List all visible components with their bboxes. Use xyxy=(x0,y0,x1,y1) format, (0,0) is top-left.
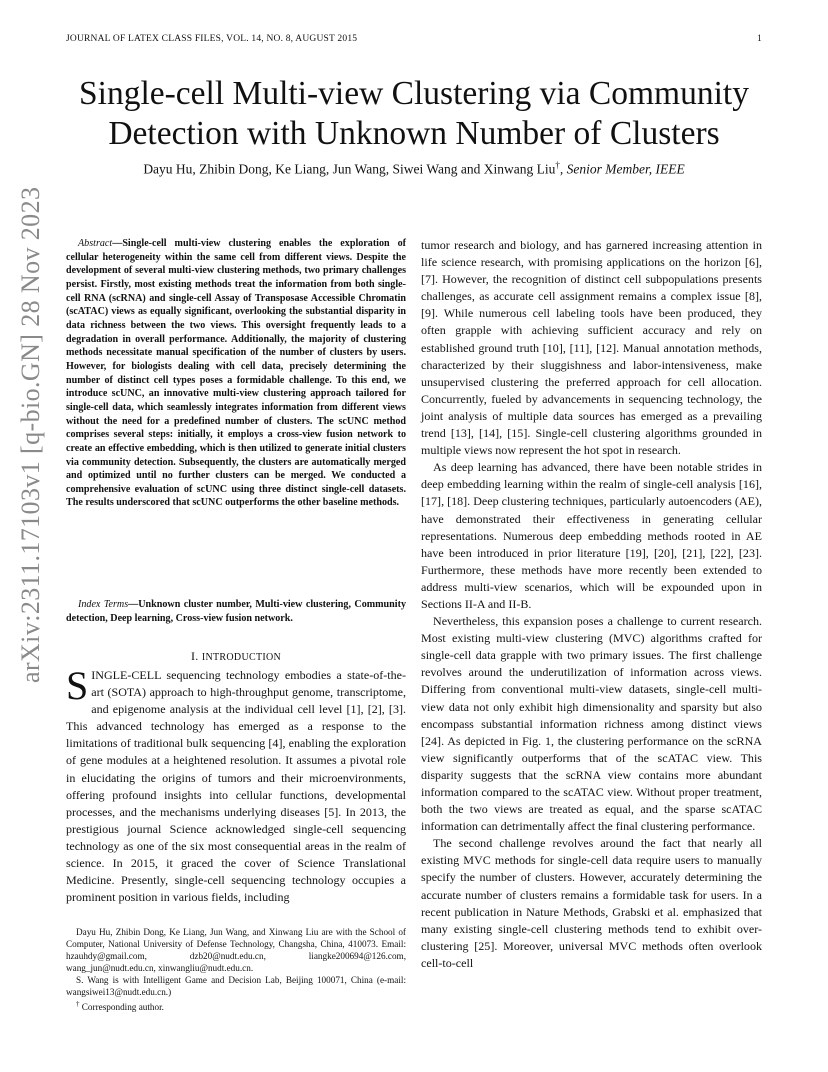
abstract xyxy=(66,237,406,510)
footnote-dagger: † xyxy=(76,1000,80,1009)
index-terms-text: Unknown cluster number, Multi-view clustering, Community detection, Deep learning, Cross-view fusion network. xyxy=(66,599,406,624)
index-terms-label: Index Terms xyxy=(78,599,129,610)
footnote-wang: S. Wang is with Intelligent Game and Decision Lab, Beijing 100071, China (e-mail: wangsiwei13@nudt.edu.cn.) xyxy=(66,975,406,998)
intro-right-column xyxy=(421,237,762,972)
body-paragraph-4: The second challenge revolves around the fact that nearly all existing MVC methods for single-cell data require users to manually specify the number of clusters. However, accurately determining the accurate number of clusters remains a formidable task for users. In a recent publication in Nature Methods, Grabski et al. emphasized that many existing single-cell clustering methods tend to exhibit over-clustering [25]. Moreover, universal MVC methods often overlook cell-to-cell xyxy=(421,836,762,970)
body-paragraph-2: As deep learning has advanced, there have been notable strides in deep embedding learning within the realm of single-cell analysis [16], [17], [18]. Deep clustering techniques, particularly autoencoders (AE), have demonstrated their effectiveness in generating cellular representations. Numerous deep embedding methods rooted in AE have been introduced in prior literature [19], [20], [21], [22], [23]. Furthermore, these methods have more recently been extended to address multi-view scenarios, which will be expounded upon in Sections II-A and II-B. xyxy=(421,460,762,611)
author-role: , Senior Member, IEEE xyxy=(559,161,685,177)
author-names: Dayu Hu, Zhibin Dong, Ke Liang, Jun Wang, Siwei Wang and Xinwang Liu xyxy=(143,161,556,177)
arxiv-identifier: arXiv:2311.17103v1 [q-bio.GN] 28 Nov 2023 xyxy=(16,186,45,683)
intro-left-column xyxy=(66,663,406,906)
footnotes xyxy=(66,926,406,1013)
intro-paragraph xyxy=(66,663,406,906)
section-title: INTRODUCTION xyxy=(201,652,282,663)
body-paragraph-1: tumor research and biology, and has garnered increasing attention in life science research, with promising applications on the horizon [6], [7]. However, the recognition of distinct cell subpopulations presents challenges, as accurate cell assignment remains a complex issue [8], [9]. While numerous cell labeling tools have been produced, they often grapple with achieving sufficient accuracy and rely on established ground truth [10], [11], [12]. Manual annotation methods, characterized by their sluggishness and labor-intensiveness, make unsupervised clustering the preferred approach for cell allocation. Concurrently, fueled by advancements in sequencing technology, the joint analysis of multiple data sources has emerged as a prevailing trend [13], [14], [15]. Single-cell clustering algorithms grounded in multiple views now represent the hot spot in research. xyxy=(421,238,762,458)
abstract-dash: — xyxy=(112,238,123,249)
running-header: JOURNAL OF LATEX CLASS FILES, VOL. 14, NO. 8, AUGUST 2015 xyxy=(66,34,358,44)
section-heading xyxy=(66,649,406,664)
footnote-affiliation: Dayu Hu, Zhibin Dong, Ke Liang, Jun Wang, and Xinwang Liu are with the School of Computer, National University of Defense Technology, Changsha, China, 410073. Email: hzauhdy@gmail.com, dzb20@nudt.edu.cn, liangke200694@126.com, wang_jun@nudt.edu.cn, xinwangliu@nudt.edu.cn. xyxy=(66,927,406,974)
section-number: I. xyxy=(190,649,202,663)
drop-cap: S xyxy=(66,663,89,708)
abstract-label: Abstract xyxy=(78,238,113,249)
page-number: 1 xyxy=(757,34,762,44)
index-terms xyxy=(66,598,406,625)
intro-text: INGLE-CELL sequencing technology embodies a state-of-the-art (SOTA) approach to high-throughput genome, transcriptome, and epigenome analysis at the individual cell level [1], [2], [3]. This advanced technology has emerged as a response to the limitations of traditional bulk sequencing [4], enabling the exploration of gene modules at a heightened resolution. It assumes a pivotal role in elucidating the origins of tumors and their microenvironments, offering profound insights into cellular functions, developmental processes, and the mechanisms underlying diseases [5]. In 2013, the prestigious journal Science acknowledged single-cell sequencing technology as one of the six most consequential areas in the realm of science. In 2015, it graced the cover of Science Translational Medicine. Presently, single-cell sequencing technology occupies a prominent position in various fields, including xyxy=(66,668,406,905)
paper-title: Single-cell Multi-view Clustering via Community Detection with Unknown Number of Clusters xyxy=(79,75,749,152)
footnote-corresponding-text: Corresponding author. xyxy=(79,1002,164,1013)
author-line xyxy=(60,160,768,178)
dagger-mark: † xyxy=(555,160,560,170)
footnote-corresponding xyxy=(66,998,406,1013)
index-terms-dash: — xyxy=(128,599,139,610)
abstract-text: Single-cell multi-view clustering enables the exploration of cellular heterogeneity within the same cell from different views. Despite the development of several multi-view clustering methods, two primary challenges persist. Firstly, most existing methods treat the information from both single-cell RNA (scRNA) and single-cell Assay of Transposase Accessible Chromatin (scATAC) views as equally significant, overlooking the substantial disparity in data richness between the two views. This oversight frequently leads to a degradation in overall performance. Additionally, the majority of clustering methods necessitate manual specification of the number of clusters by users. However, for biologists dealing with cell data, precisely determining the number of distinct cell types poses a formidable challenge. To this end, we introduce scUNC, an innovative multi-view clustering approach tailored for single-cell data, which seamlessly integrates information from different views without the need for a predefined number of clusters. The scUNC method comprises several steps: initially, it employs a cross-view fusion network to create an effective embedding, which is then utilized to generate initial clusters via community detection. Subsequently, the clusters are automatically merged and optimized until no further clusters can be merged. We conducted a comprehensive evaluation of scUNC using three distinct single-cell datasets. The results underscored that scUNC outperforms the other baseline methods. xyxy=(66,238,406,509)
body-paragraph-3: Nevertheless, this expansion poses a challenge to current research. Most existing multi-view clustering (MVC) algorithms crafted for single-cell data grapple with two primary issues. The first challenge revolves around the underutilization of information across views. Differing from conventional multi-view datasets, single-cell multi-view data not only exhibit high dimensionality and sparsity but also encompass substantial information richness among distinct views [24]. As depicted in Fig. 1, the clustering performance on the scRNA view significantly outperforms that of the scATAC view. This disparity suggests that the scRNA view contains more abundant information compared to the scATAC view. Without proper treatment, both the two views are treated as equal, and the sparse scATAC information can detrimentally affect the final clustering performance. xyxy=(421,614,762,834)
